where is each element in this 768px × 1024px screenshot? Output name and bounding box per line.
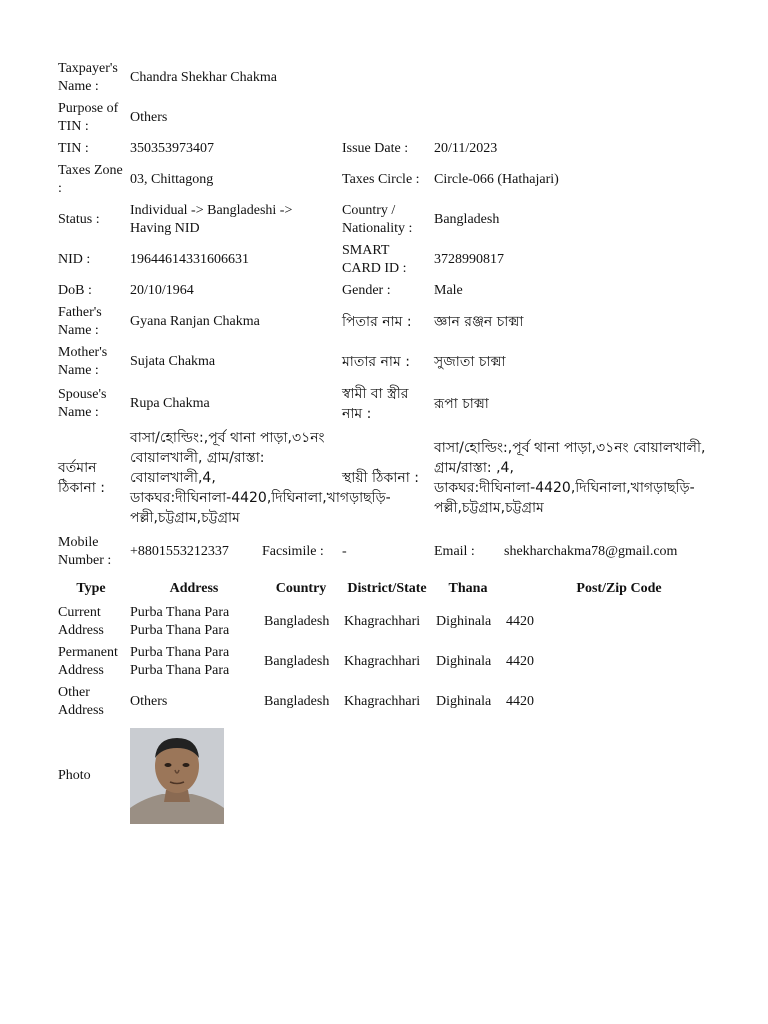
- value-facsimile: -: [342, 544, 347, 559]
- cell-country: Bangladesh: [264, 694, 330, 709]
- row-addresses: [55, 426, 735, 530]
- row-father: [55, 302, 735, 342]
- label-tin: TIN :: [58, 141, 89, 156]
- cell-district: Khagrachhari: [344, 694, 421, 709]
- header-thana: Thana: [448, 581, 488, 596]
- value-tin: 350353973407: [130, 141, 214, 156]
- label-purpose: Purpose of TIN :: [58, 101, 119, 134]
- value-present-address: বাসা/হোল্ডিং:,পূর্ব থানা পাড়া,৩১নং বোয়ালখালী, গ্রাম/রাস্তা: বোয়ালখালী,4, ডাকঘর:দীঘিনালা-4420,দিঘিনালা,খাগড়াছড়ি-পল্লী,চট্টগ্রাম,চট্টগ্রাম: [130, 430, 391, 526]
- value-spouse-bn: রূপা চাক্মা: [434, 396, 489, 412]
- row-nid: [55, 240, 735, 280]
- value-country: Bangladesh: [434, 212, 500, 227]
- tin-certificate: [55, 58, 735, 826]
- value-purpose: Others: [130, 110, 168, 125]
- label-permanent-address: স্থায়ী ঠিকানা :: [342, 470, 419, 486]
- label-nid: NID :: [58, 252, 91, 267]
- row-status: [55, 200, 735, 240]
- value-permanent-address: বাসা/হোল্ডিং:,পূর্ব থানা পাড়া,৩১নং বোয়ালখালী, গ্রাম/রাস্তা: ,4, ডাকঘর:দীঘিনালা-4420,দিঘিনালা,খাগড়াছড়ি-পল্লী,চট্টগ্রাম,চট্টগ্রাম: [434, 440, 706, 516]
- value-mother: Sujata Chakma: [130, 354, 216, 369]
- value-smart-card: 3728990817: [434, 252, 504, 267]
- label-spouse-bn: স্বামী বা স্ত্রীর নাম :: [342, 386, 409, 422]
- value-taxpayer-name: Chandra Shekhar Chakma: [130, 70, 277, 85]
- value-issue-date: 20/11/2023: [434, 141, 498, 156]
- table-row: [55, 642, 735, 682]
- contact-table: [55, 532, 735, 572]
- value-taxes-circle: Circle-066 (Hathajari): [434, 172, 559, 187]
- cell-address: Purba Thana Para Purba Thana Para: [130, 605, 230, 638]
- value-spouse: Rupa Chakma: [130, 396, 210, 411]
- cell-type: Current Address: [58, 605, 104, 638]
- label-present-address: বর্তমান ঠিকানা :: [58, 460, 105, 496]
- photo-cell: [127, 726, 237, 826]
- header-district: District/State: [347, 581, 427, 596]
- cell-type: Permanent Address: [58, 645, 118, 678]
- label-facsimile: Facsimile :: [262, 544, 324, 559]
- label-taxes-zone: Taxes Zone :: [58, 163, 123, 196]
- address-table-header: [55, 576, 735, 602]
- address-table: [55, 576, 735, 722]
- portrait-icon: [130, 728, 224, 824]
- cell-country: Bangladesh: [264, 654, 330, 669]
- cell-address: Others: [130, 694, 168, 709]
- header-address: Address: [169, 581, 219, 596]
- row-photo: [55, 726, 237, 826]
- cell-thana: Dighinala: [436, 654, 492, 669]
- label-issue-date: Issue Date :: [342, 141, 409, 156]
- label-dob: DoB :: [58, 283, 92, 298]
- label-taxpayer-name: Taxpayer's Name :: [58, 61, 118, 94]
- value-father: Gyana Ranjan Chakma: [130, 314, 260, 329]
- label-mobile: Mobile Number :: [58, 535, 112, 568]
- taxpayer-photo: [130, 728, 224, 824]
- value-nid: 19644614331606631: [130, 252, 249, 267]
- label-status: Status :: [58, 212, 100, 227]
- row-mother: [55, 342, 735, 382]
- label-smart-card: SMART CARD ID :: [342, 243, 407, 276]
- label-email: Email :: [434, 544, 475, 559]
- label-mother-bn: মাতার নাম :: [342, 354, 410, 370]
- label-country: Country / Nationality :: [342, 203, 413, 236]
- cell-thana: Dighinala: [436, 694, 492, 709]
- taxpayer-info-table: [55, 58, 735, 530]
- value-father-bn: জ্ঞান রঞ্জন চাক্মা: [434, 314, 524, 330]
- table-row: [55, 602, 735, 642]
- label-father-bn: পিতার নাম :: [342, 314, 412, 330]
- cell-address: Purba Thana Para Purba Thana Para: [130, 645, 230, 678]
- value-gender: Male: [434, 283, 463, 298]
- value-email: shekharchakma78@gmail.com: [504, 544, 678, 559]
- value-status: Individual -> Bangladeshi -> Having NID: [130, 203, 293, 236]
- label-gender: Gender :: [342, 283, 391, 298]
- table-row: [55, 682, 735, 722]
- cell-district: Khagrachhari: [344, 654, 421, 669]
- cell-thana: Dighinala: [436, 614, 492, 629]
- row-dob: [55, 280, 735, 302]
- cell-district: Khagrachhari: [344, 614, 421, 629]
- photo-table: [55, 726, 237, 826]
- cell-country: Bangladesh: [264, 614, 330, 629]
- value-mobile: +8801553212337: [130, 544, 229, 559]
- label-father: Father's Name :: [58, 305, 102, 338]
- row-name: [55, 58, 735, 98]
- label-taxes-circle: Taxes Circle :: [342, 172, 420, 187]
- cell-zip: 4420: [506, 654, 534, 669]
- value-dob: 20/10/1964: [130, 283, 194, 298]
- value-taxes-zone: 03, Chittagong: [130, 172, 214, 187]
- cell-zip: 4420: [506, 614, 534, 629]
- header-type: Type: [76, 581, 106, 596]
- cell-type: Other Address: [58, 685, 104, 718]
- value-mother-bn: সুজাতা চাক্মা: [434, 354, 506, 370]
- row-tin: [55, 138, 735, 160]
- label-photo: Photo: [58, 768, 91, 783]
- row-zone: [55, 160, 735, 200]
- row-spouse: [55, 382, 735, 426]
- row-purpose: [55, 98, 735, 138]
- label-spouse: Spouse's Name :: [58, 387, 107, 420]
- cell-zip: 4420: [506, 694, 534, 709]
- header-country: Country: [275, 581, 327, 596]
- label-mother: Mother's Name :: [58, 345, 108, 378]
- row-contact: [55, 532, 735, 572]
- header-zip: Post/Zip Code: [576, 581, 662, 596]
